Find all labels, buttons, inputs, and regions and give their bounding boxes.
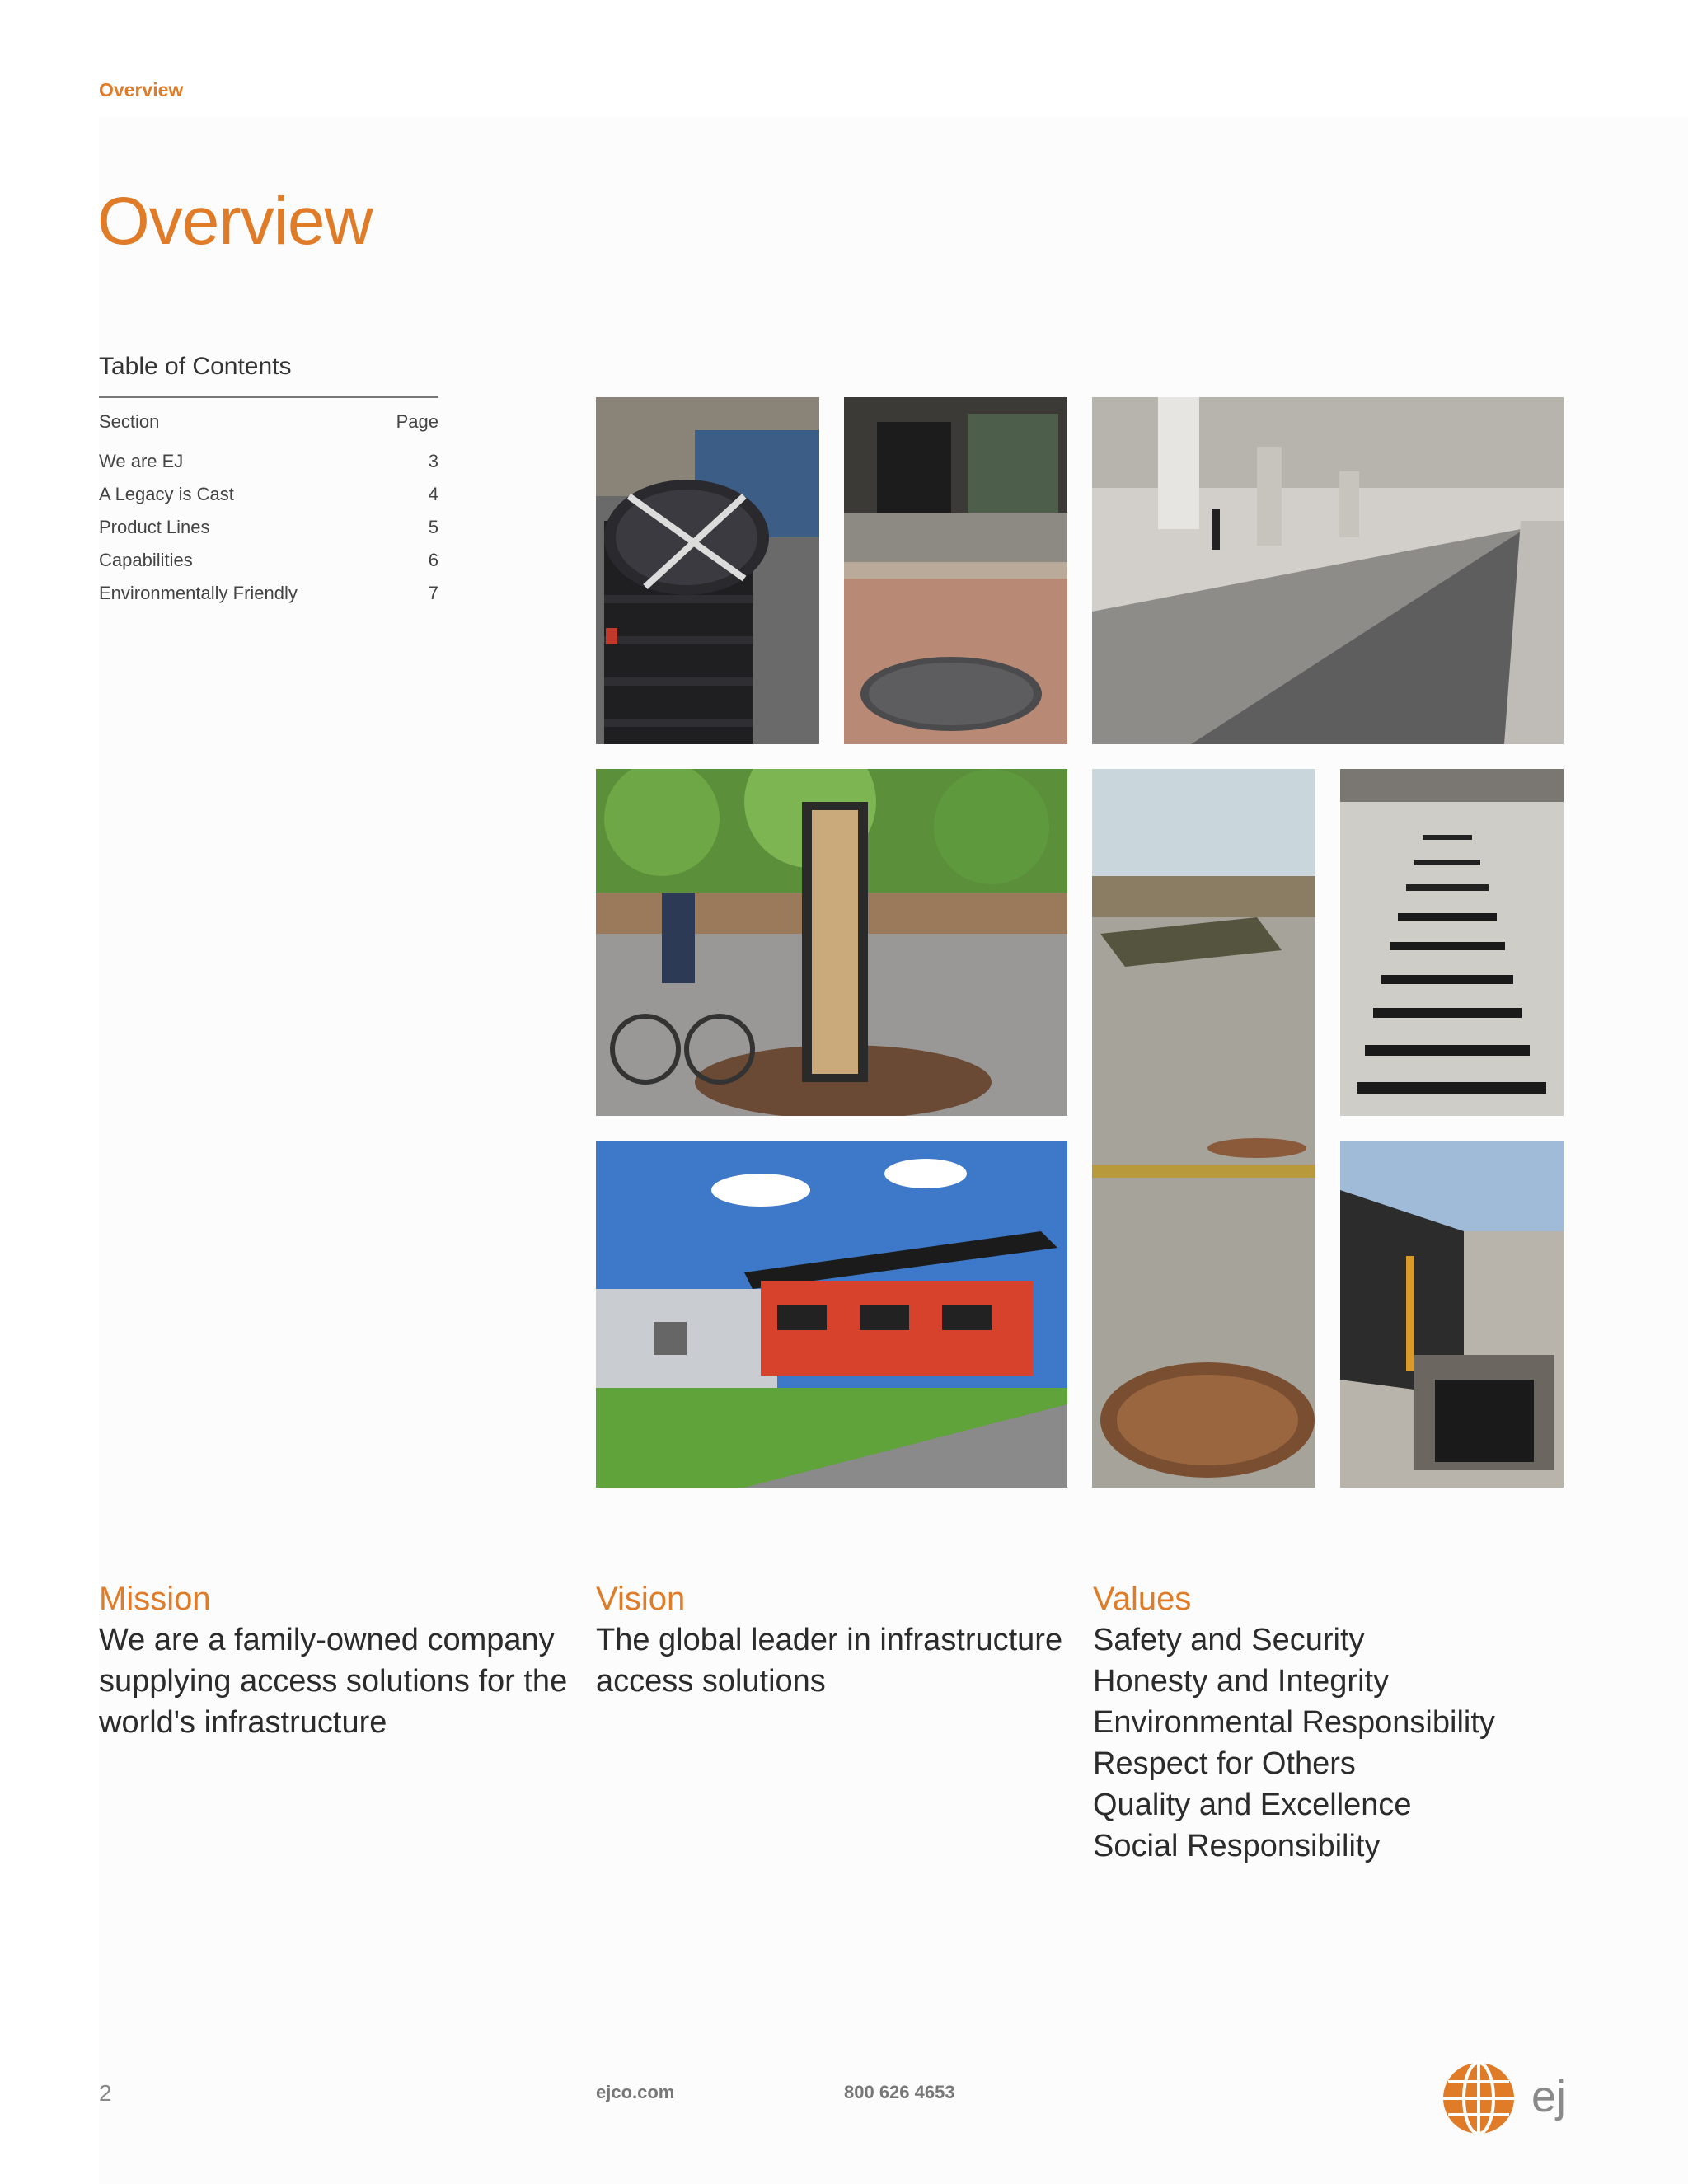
mission-line: world's infrastructure xyxy=(99,1705,387,1740)
toc-row-section: Product Lines xyxy=(99,517,210,537)
mission-heading: Mission xyxy=(99,1581,211,1617)
toc-row-section: Capabilities xyxy=(99,550,193,570)
footer-phone-number: 800 626 4653 xyxy=(844,2082,955,2102)
values-list xyxy=(1093,1619,1579,1867)
toc-row-section: Environmentally Friendly xyxy=(99,583,298,603)
photo-ej-building xyxy=(596,1141,1067,1488)
photo-stacked-manhole-covers xyxy=(596,397,819,744)
toc-row-page: 3 xyxy=(428,451,438,471)
ej-logo xyxy=(1441,2060,1573,2136)
toc-row[interactable] xyxy=(99,484,438,517)
toc-row-section: We are EJ xyxy=(99,451,184,471)
values-item: Environmental Responsibility xyxy=(1093,1705,1495,1740)
toc-row[interactable] xyxy=(99,517,438,550)
values-heading: Values xyxy=(1093,1581,1192,1617)
page-title: Overview xyxy=(97,184,373,259)
photo-storefront-manhole xyxy=(844,397,1067,744)
mission-block xyxy=(99,1578,585,1743)
logo-text: ej xyxy=(1531,2072,1567,2121)
photo-bridge-walkway-grating xyxy=(1092,397,1564,744)
mission-line: We are a family-owned company xyxy=(99,1623,555,1657)
values-item: Quality and Excellence xyxy=(1093,1788,1412,1822)
vision-block xyxy=(596,1578,1082,1702)
header-section-label: Overview xyxy=(99,79,184,101)
values-item: Honesty and Integrity xyxy=(1093,1664,1390,1699)
toc-row-page: 6 xyxy=(428,550,438,570)
globe-icon xyxy=(1441,2060,1573,2136)
toc-row-section: A Legacy is Cast xyxy=(99,484,234,504)
values-item: Respect for Others xyxy=(1093,1746,1356,1781)
toc-title: Table of Contents xyxy=(99,353,438,398)
table-of-contents xyxy=(99,353,438,616)
vision-line: The global leader in infrastructure xyxy=(596,1623,1063,1657)
values-item: Social Responsibility xyxy=(1093,1829,1381,1863)
photo-tree-guard-cyclist xyxy=(596,769,1067,1116)
toc-row[interactable] xyxy=(99,583,438,616)
toc-row[interactable] xyxy=(99,451,438,484)
toc-col-section: Section xyxy=(99,411,160,432)
toc-col-page: Page xyxy=(396,411,438,432)
toc-header-row xyxy=(99,411,438,433)
toc-row-page: 4 xyxy=(428,484,438,504)
photo-airfield-helicopter xyxy=(1092,769,1315,1488)
footer-page-number: 2 xyxy=(99,2080,112,2106)
vision-line: access solutions xyxy=(596,1664,826,1699)
values-block xyxy=(1093,1578,1579,1867)
toc-row-page: 7 xyxy=(428,583,438,603)
footer-website-link[interactable]: ejco.com xyxy=(596,2082,675,2102)
values-item: Safety and Security xyxy=(1093,1623,1365,1657)
mission-line: supplying access solutions for the xyxy=(99,1664,568,1699)
photo-access-hatch xyxy=(1340,1141,1564,1488)
vision-heading: Vision xyxy=(596,1581,686,1617)
toc-row[interactable] xyxy=(99,550,438,583)
photo-trench-grate xyxy=(1340,769,1564,1116)
toc-row-page: 5 xyxy=(428,517,438,537)
